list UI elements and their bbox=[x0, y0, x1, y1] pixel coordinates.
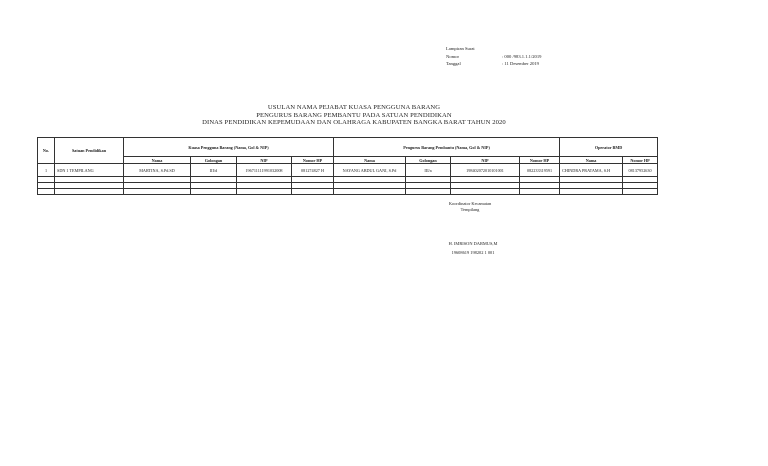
signature-block bbox=[423, 239, 523, 257]
signatory-name: H. IMRISON DARMUS,M bbox=[448, 241, 498, 246]
cell-kuasa-golongan: III/d bbox=[191, 164, 237, 177]
cell-pengurus-golongan: III/a bbox=[406, 164, 451, 177]
signatory-nip: 19608619 198202 1 001 bbox=[451, 250, 495, 255]
signature-role bbox=[420, 201, 520, 213]
signature-role-line-1: Koordinator Kecamatan bbox=[448, 201, 492, 206]
header-satuan-pendidikan: Satuan Pendidikan bbox=[55, 138, 124, 164]
attachment-number-row bbox=[446, 53, 541, 61]
subheader-kuasa-golongan: Golongan bbox=[191, 157, 237, 164]
table-row-empty bbox=[38, 189, 658, 195]
cell-pengurus-hp: 082233319591 bbox=[520, 164, 560, 177]
subheader-operator-nama: Nama bbox=[560, 157, 623, 164]
subheader-pengurus-nip: NIP bbox=[451, 157, 520, 164]
header-operator-bmd: Operator BMD bbox=[560, 138, 658, 157]
title-line-3: DINAS PENDIDIKAN KEPEMUDAAN DAN OLAHRAGA KABUPATEN BANGKA BARAT TAHUN 2020 bbox=[202, 119, 506, 127]
subheader-pengurus-golongan: Golongan bbox=[406, 157, 451, 164]
table-row bbox=[38, 164, 658, 177]
subheader-kuasa-nama: Nama bbox=[124, 157, 191, 164]
subheader-pengurus-nama: Nama bbox=[334, 157, 406, 164]
signature-role-line-2: Tempilang bbox=[460, 207, 480, 212]
header-pengurus-barang: Pengurus Barang Pembantu (Nama, Gol & NIP) bbox=[334, 138, 560, 157]
subheader-kuasa-nomor-hp: Nomor HP bbox=[292, 157, 334, 164]
attachment-date-value: : 11 Desember 2019 bbox=[502, 61, 539, 66]
proposal-table bbox=[37, 137, 658, 195]
header-kuasa-pengguna-barang: Kuasa Pengguna Barang (Nama, Gol & NIP) bbox=[124, 138, 334, 157]
header-no: No. bbox=[38, 138, 55, 164]
cell-no: 1 bbox=[38, 164, 55, 177]
document-title bbox=[0, 104, 708, 127]
subheader-pengurus-nomor-hp: Nomor HP bbox=[520, 157, 560, 164]
cell-pengurus-nama: NAYANG ABDUL GANI, S.Pd bbox=[334, 164, 406, 177]
cell-pengurus-nip: 198402072010101001 bbox=[451, 164, 520, 177]
subheader-operator-nomor-hp: Nomor HP bbox=[623, 157, 658, 164]
cell-kuasa-hp: 081274827 H bbox=[292, 164, 334, 177]
title-line-2: PENGURUS BARANG PEMBANTU PADA SATUAN PENDIDIKAN bbox=[256, 111, 452, 119]
attachment-label: Lampiran Surat bbox=[446, 46, 475, 51]
cell-operator-hp: 08137952630 bbox=[623, 164, 658, 177]
subheader-kuasa-nip: NIP bbox=[237, 157, 292, 164]
cell-operator-nama: CHINDRA PRATAMA, S.H bbox=[560, 164, 623, 177]
title-line-1: USULAN NAMA PEJABAT KUASA PENGGUNA BARANG bbox=[267, 104, 441, 111]
attachment-info bbox=[446, 45, 541, 68]
attachment-date-label: Tanggal bbox=[446, 61, 461, 66]
attachment-number-value: : 000 /983.1.1.1/2019 bbox=[502, 53, 542, 59]
cell-kuasa-nip: 196711111991032008 bbox=[237, 164, 292, 177]
attachment-number-label: Nomor bbox=[446, 53, 460, 59]
attachment-date-row bbox=[446, 60, 541, 68]
cell-kuasa-nama: MARTINA, S.Pd.SD bbox=[124, 164, 191, 177]
cell-satuan: SDN 1 TEMPILANG bbox=[55, 164, 124, 177]
